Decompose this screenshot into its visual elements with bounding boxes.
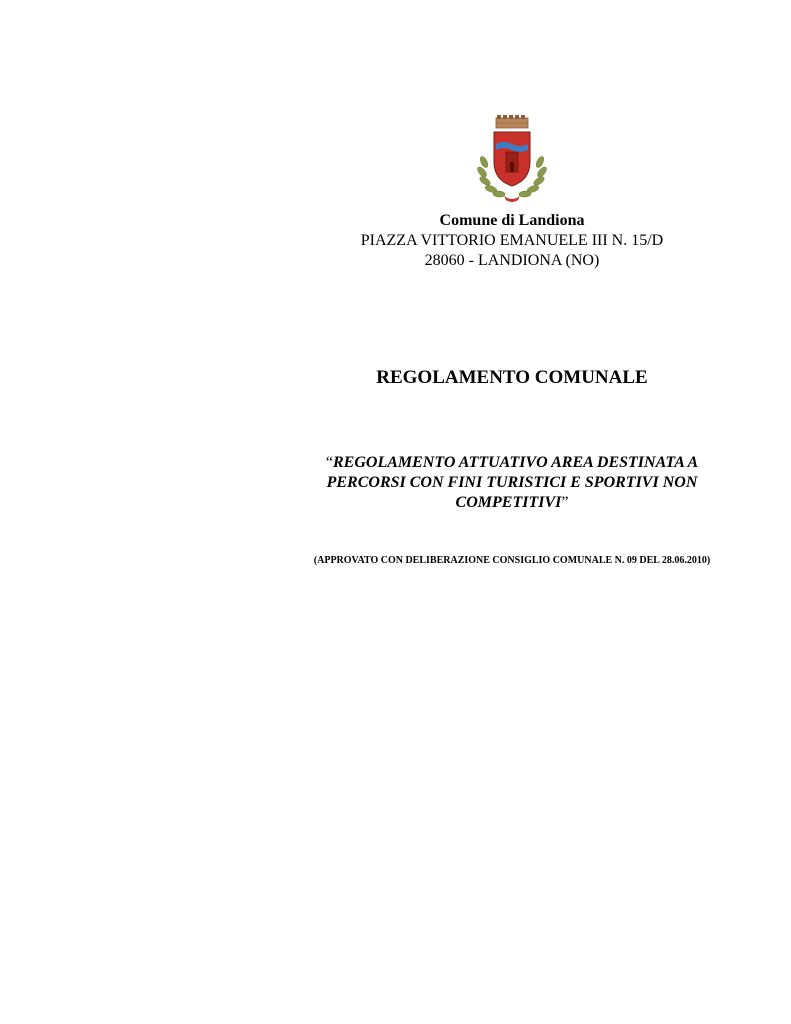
open-quote: “: [325, 454, 333, 471]
document-type-heading: REGOLAMENTO COMUNALE: [376, 367, 648, 388]
municipality-name: Comune di Landiona: [439, 212, 585, 229]
document-title: [290, 453, 734, 513]
municipality-header: [312, 211, 712, 271]
address-city: 28060 - LANDIONA (NO): [424, 252, 600, 269]
document-title-text: REGOLAMENTO ATTUATIVO AREA DESTINATA A PERCORSI CON FINI TURISTICI E SPORTIVI NON COMPETITIVI: [326, 454, 699, 511]
close-quote: ”: [561, 494, 569, 511]
approval-note: (APPROVATO CON DELIBERAZIONE CONSIGLIO COMUNALE N. 09 DEL 28.06.2010): [313, 555, 711, 566]
coat-of-arms-icon: [470, 114, 554, 204]
address-street: PIAZZA VITTORIO EMANUELE III N. 15/D: [360, 232, 664, 249]
